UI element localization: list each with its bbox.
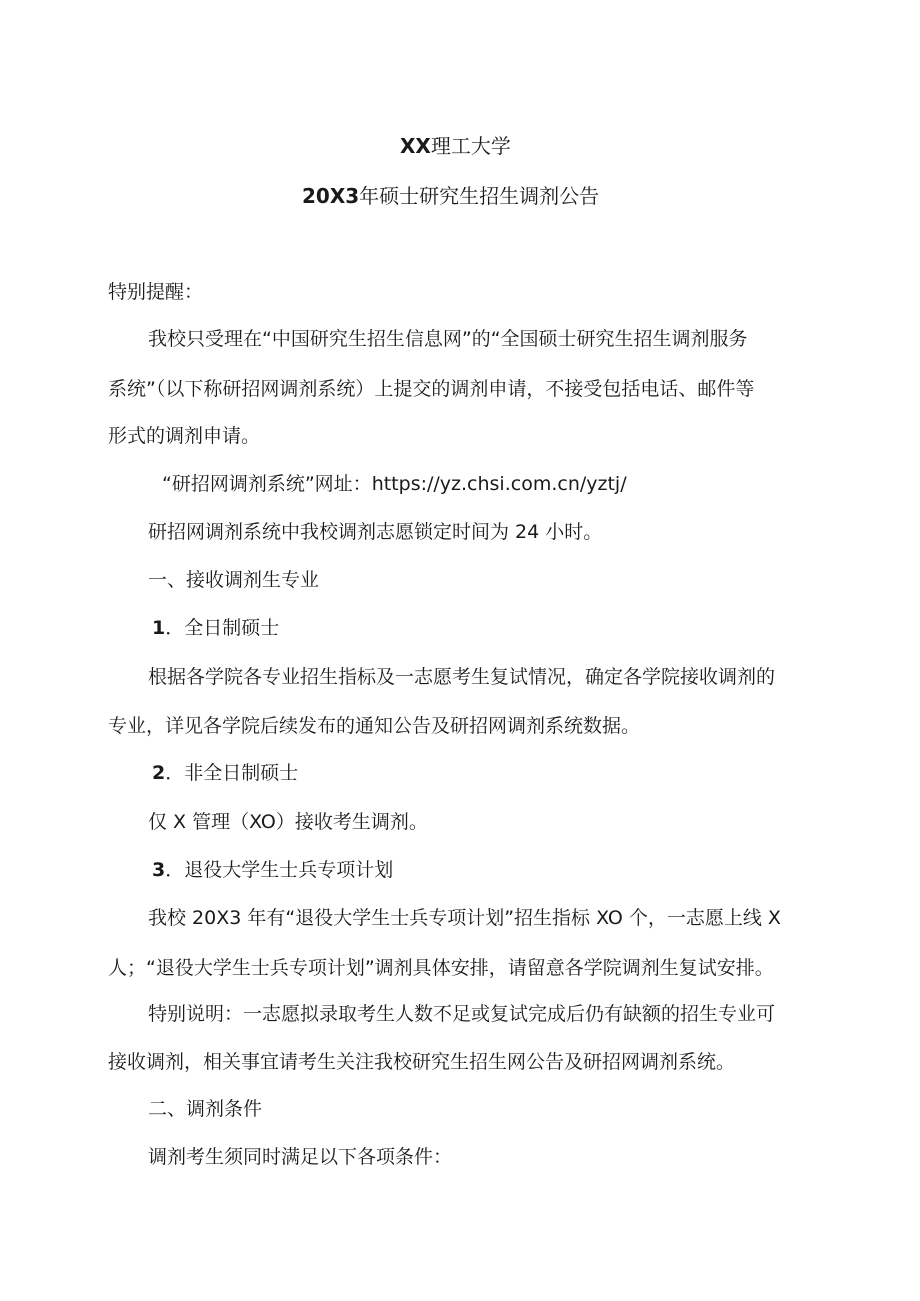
reminder-para-line-3: 形式的调剂申请。 — [108, 425, 261, 447]
section2-heading: 二、调剂条件 — [148, 1098, 263, 1120]
page-subtitle — [302, 184, 599, 208]
item2-title: ．非全日制硕士 — [165, 762, 299, 784]
item1-line-1: 根据各学院各专业招生指标及一志愿考生复试情况，确定各学院接收调剂的 — [148, 666, 776, 688]
item3-number: 3 — [152, 859, 166, 881]
subtitle-prefix: 20X3 — [302, 184, 360, 208]
reminder-heading: 特别提醒： — [108, 281, 204, 303]
item3-line-1: 我校 20X3 年有“退役大学生士兵专项计划”招生指标 XO 个，一志愿上线 X — [148, 907, 781, 929]
reminder-para-line-2: 系统”（以下称研招网调剂系统）上提交的调剂申请，不接受包括电话、邮件等 — [108, 378, 755, 400]
item1-title: ．全日制硕士 — [165, 617, 280, 639]
item1-line-2: 专业，详见各学院后续发布的通知公告及研招网调剂系统数据。 — [108, 715, 641, 737]
item1-number: 1 — [152, 617, 166, 639]
lock-time-line: 研招网调剂系统中我校调剂志愿锁定时间为 24 小时。 — [148, 521, 603, 543]
url-line — [162, 472, 627, 496]
page-title — [400, 134, 511, 158]
item2-heading — [152, 761, 298, 785]
item3-title: ．退役大学生士兵专项计划 — [165, 859, 394, 881]
title-prefix: XX — [400, 134, 431, 158]
item2-number: 2 — [152, 762, 166, 784]
item1-heading — [152, 616, 279, 640]
item2-line-1: 仅 X 管理（XO）接收考生调剂。 — [148, 811, 428, 833]
note-line-2: 接收调剂，相关事宜请考生关注我校研究生招生网公告及研招网调剂系统。 — [108, 1051, 736, 1073]
item3-line-2: 人；“退役大学生士兵专项计划”调剂具体安排，请留意各学院调剂生复试安排。 — [108, 957, 774, 979]
url-label: “研招网调剂系统”网址： — [162, 473, 372, 495]
note-line-1: 特别说明：一志愿拟录取考生人数不足或复试完成后仍有缺额的招生专业可 — [148, 1003, 776, 1025]
title-rest: 理工大学 — [430, 134, 511, 158]
section2-intro: 调剂考生须同时满足以下各项条件： — [148, 1146, 453, 1168]
section1-heading: 一、接收调剂生专业 — [148, 569, 320, 591]
url-link[interactable]: https://yz.chsi.com.cn/yztj/ — [371, 473, 627, 495]
reminder-para-line-1: 我校只受理在“中国研究生招生信息网”的“全国硕士研究生招生调剂服务 — [148, 328, 748, 350]
subtitle-rest: 年硕士研究生招生调剂公告 — [359, 184, 600, 208]
item3-heading — [152, 858, 393, 882]
